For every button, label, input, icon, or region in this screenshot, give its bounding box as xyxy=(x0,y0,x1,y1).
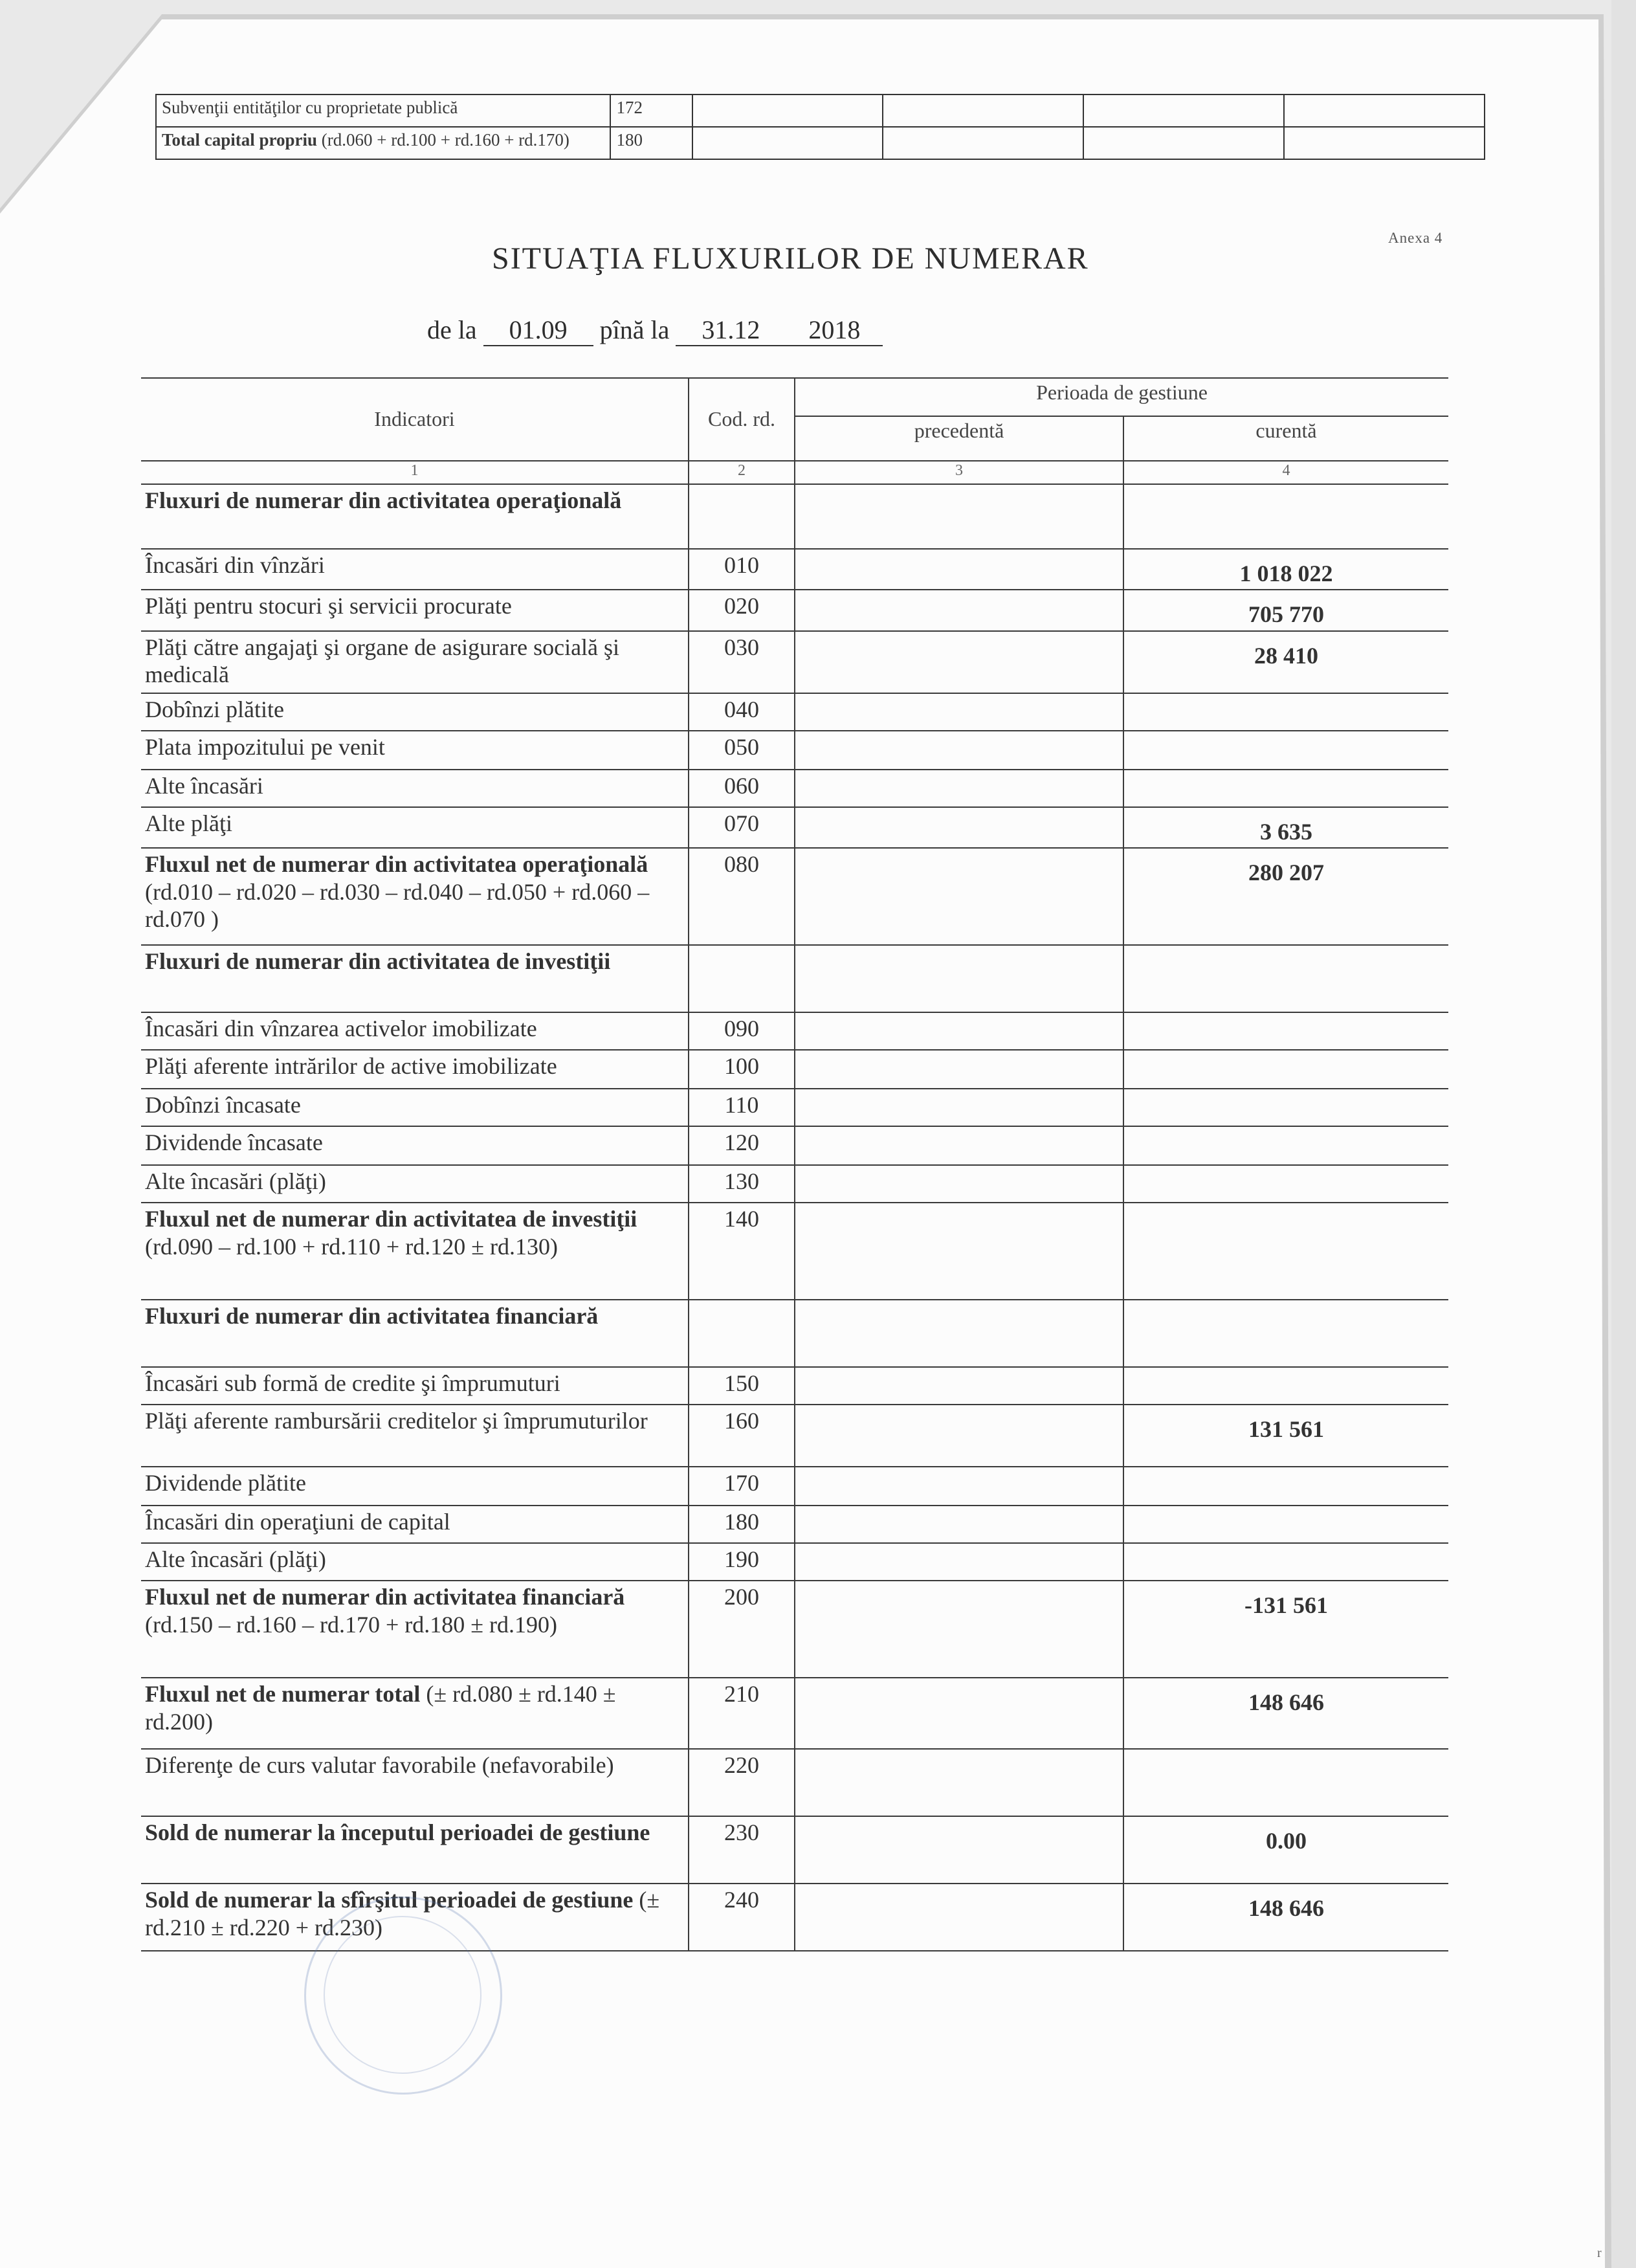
row-label-text: Plăţi către angajaţi şi organe de asigurare socială şi medicală xyxy=(145,634,620,688)
table-row xyxy=(141,1678,1448,1749)
header-current: curentă xyxy=(1123,416,1448,461)
row-label-text: Fluxul net de numerar din activitatea operaţională xyxy=(145,851,648,878)
row-code: 130 xyxy=(689,1165,795,1203)
row-label-text: Alte încasări (plăţi) xyxy=(145,1546,326,1573)
row-label xyxy=(141,590,689,630)
annex-label: Anexa 4 xyxy=(1388,230,1443,246)
row-code: 170 xyxy=(689,1467,795,1506)
row-code xyxy=(689,945,795,1012)
row-label-text: Încasări din vînzarea activelor imobilizate xyxy=(145,1016,537,1042)
row-label-text: Dividende încasate xyxy=(145,1129,323,1156)
row-current-value: 0.00 xyxy=(1123,1816,1448,1884)
table-row xyxy=(141,1467,1448,1506)
round-stamp-inner xyxy=(324,1916,481,2074)
row-previous-value xyxy=(795,1405,1123,1467)
column-number: 2 xyxy=(689,461,795,484)
row-code xyxy=(689,484,795,549)
row-current-value xyxy=(1123,1203,1448,1300)
row-label-text: Încasări din operaţiuni de capital xyxy=(145,1509,450,1535)
header-code: Cod. rd. xyxy=(689,378,795,461)
row-code: 040 xyxy=(689,693,795,731)
row-label xyxy=(141,1165,689,1203)
row-code: 190 xyxy=(689,1543,795,1581)
row-current-value: 1 018 022 xyxy=(1123,549,1448,590)
row-formula: (rd.010 – rd.020 – rd.030 – rd.040 – rd.050 + rd.060 – rd.070 ) xyxy=(145,878,650,933)
row-previous-value xyxy=(795,1367,1123,1405)
row-label xyxy=(141,770,689,807)
row-code: 160 xyxy=(689,1405,795,1467)
row-previous-value xyxy=(795,484,1123,549)
row-current-value xyxy=(1123,770,1448,807)
row-current-value: 28 410 xyxy=(1123,631,1448,693)
row-code xyxy=(689,1300,795,1367)
row-label-text: Plăţi aferente rambursării creditelor şi împrumuturilor xyxy=(145,1408,648,1434)
period-to-date: 31.12 xyxy=(676,315,786,346)
column-number: 3 xyxy=(795,461,1123,484)
header-previous: precedentă xyxy=(795,416,1123,461)
row-label xyxy=(141,1678,689,1749)
table-row xyxy=(141,945,1448,1012)
table-row xyxy=(141,731,1448,770)
table-row xyxy=(141,693,1448,731)
row-label xyxy=(141,549,689,590)
row-label-text: Încasări sub formă de credite şi împrumuturi xyxy=(145,1370,560,1397)
column-numbers-row xyxy=(141,461,1448,484)
table-row xyxy=(141,807,1448,848)
row-code: 180 xyxy=(689,1506,795,1543)
row-current-value: 280 207 xyxy=(1123,848,1448,945)
table-row xyxy=(141,1126,1448,1165)
row-formula: (± rd.210 ± rd.220 + rd.230) xyxy=(145,1887,660,1940)
row-previous-value xyxy=(795,1884,1123,1951)
row-label-text: Plata impozitului pe venit xyxy=(145,733,385,760)
row-label-text: Alte încasări (plăţi) xyxy=(145,1168,326,1195)
row-previous-value xyxy=(795,770,1123,807)
row-previous-value xyxy=(795,1506,1123,1543)
row-label-text: Diferenţe de curs valutar favorabile (nefavorabile) xyxy=(145,1752,614,1779)
row-previous-value xyxy=(795,1467,1123,1506)
row-label xyxy=(141,693,689,731)
row-code: 080 xyxy=(689,848,795,945)
row-label-text: Dobînzi plătite xyxy=(145,696,284,722)
row-label xyxy=(141,631,689,693)
table-cell xyxy=(692,94,883,127)
row-current-value xyxy=(1123,1300,1448,1367)
row-previous-value xyxy=(795,1678,1123,1749)
table-row xyxy=(141,1506,1448,1543)
row-previous-value xyxy=(795,731,1123,770)
row-label-text: Plăţi pentru stocuri şi servicii procurate xyxy=(145,593,512,619)
table-row xyxy=(141,1367,1448,1405)
row-code: 120 xyxy=(689,1126,795,1165)
row-label xyxy=(141,1506,689,1543)
row-current-value: 705 770 xyxy=(1123,590,1448,630)
row-current-value xyxy=(1123,1165,1448,1203)
row-code: 180 xyxy=(610,127,692,159)
row-current-value xyxy=(1123,1543,1448,1581)
table-row xyxy=(141,1165,1448,1203)
row-label-text: Fluxuri de numerar din activitatea de investiţii xyxy=(145,948,611,975)
row-label xyxy=(141,1050,689,1089)
row-current-value xyxy=(1123,1012,1448,1050)
row-code: 230 xyxy=(689,1816,795,1884)
row-code: 150 xyxy=(689,1367,795,1405)
period-year: 2018 xyxy=(786,315,883,346)
table-row xyxy=(141,484,1448,549)
row-previous-value xyxy=(795,1165,1123,1203)
row-previous-value xyxy=(795,1203,1123,1300)
row-label-text: Sold de numerar la sfîrşitul perioadei de gestiune xyxy=(145,1887,634,1913)
row-code: 200 xyxy=(689,1581,795,1678)
capital-table-fragment xyxy=(155,94,1485,160)
row-current-value xyxy=(1123,945,1448,1012)
row-code: 220 xyxy=(689,1749,795,1816)
table-row xyxy=(141,1050,1448,1089)
row-previous-value xyxy=(795,1012,1123,1050)
row-code: 172 xyxy=(610,94,692,127)
row-current-value: 3 635 xyxy=(1123,807,1448,848)
row-label-bold: Total capital propriu xyxy=(162,130,318,150)
row-current-value: 131 561 xyxy=(1123,1405,1448,1467)
row-code: 030 xyxy=(689,631,795,693)
column-number: 4 xyxy=(1123,461,1448,484)
header-row xyxy=(141,378,1448,416)
table-row xyxy=(141,1089,1448,1126)
table-cell xyxy=(1284,127,1485,159)
row-previous-value xyxy=(795,549,1123,590)
column-number: 1 xyxy=(141,461,689,484)
row-current-value xyxy=(1123,1050,1448,1089)
table-row xyxy=(141,631,1448,693)
row-label-text: Plăţi aferente intrărilor de active imobilizate xyxy=(145,1053,557,1080)
table-row xyxy=(141,1405,1448,1467)
row-label xyxy=(141,1300,689,1367)
row-label xyxy=(141,848,689,945)
row-previous-value xyxy=(795,693,1123,731)
row-label-text: Încasări din vînzări xyxy=(145,552,325,578)
row-previous-value xyxy=(795,945,1123,1012)
row-label-text: Sold de numerar la începutul perioadei de gestiune xyxy=(145,1819,650,1846)
table-row xyxy=(141,1203,1448,1300)
row-current-value: -131 561 xyxy=(1123,1581,1448,1678)
reporting-period xyxy=(427,315,883,346)
row-code: 060 xyxy=(689,770,795,807)
row-label xyxy=(141,945,689,1012)
row-label-text: Fluxuri de numerar din activitatea operaţională xyxy=(145,487,622,513)
row-current-value xyxy=(1123,693,1448,731)
row-previous-value xyxy=(795,590,1123,630)
row-previous-value xyxy=(795,1300,1123,1367)
row-label xyxy=(141,1816,689,1884)
row-current-value xyxy=(1123,1749,1448,1816)
table-cell xyxy=(692,127,883,159)
row-previous-value xyxy=(795,807,1123,848)
table-row xyxy=(141,1749,1448,1816)
table-row xyxy=(141,1581,1448,1678)
row-previous-value xyxy=(795,1089,1123,1126)
row-formula: (rd.150 – rd.160 – rd.170 + rd.180 ± rd.190) xyxy=(145,1611,557,1638)
row-label-text: Fluxul net de numerar din activitatea de investiţii xyxy=(145,1206,637,1232)
table-row xyxy=(156,94,1485,127)
table-cell xyxy=(1284,94,1485,127)
table-row xyxy=(156,127,1485,159)
period-from-prefix: de la xyxy=(427,315,477,344)
row-current-value xyxy=(1123,1467,1448,1506)
row-previous-value xyxy=(795,1543,1123,1581)
row-label-text: Fluxuri de numerar din activitatea financiară xyxy=(145,1303,599,1329)
row-code: 010 xyxy=(689,549,795,590)
table-row xyxy=(141,1012,1448,1050)
table-row xyxy=(141,1543,1448,1581)
table-cell xyxy=(1083,94,1284,127)
row-label xyxy=(141,1012,689,1050)
row-label xyxy=(141,807,689,848)
row-label xyxy=(141,1467,689,1506)
document-title: SITUAŢIA FLUXURILOR DE NUMERAR xyxy=(492,241,1089,276)
table-cell xyxy=(883,127,1083,159)
row-label xyxy=(156,127,610,159)
row-label xyxy=(141,1367,689,1405)
row-previous-value xyxy=(795,1816,1123,1884)
table-row xyxy=(141,770,1448,807)
row-code: 100 xyxy=(689,1050,795,1089)
row-previous-value xyxy=(795,848,1123,945)
table-row xyxy=(141,590,1448,630)
row-current-value xyxy=(1123,1089,1448,1126)
period-to-prefix: pînă la xyxy=(599,315,670,344)
row-current-value xyxy=(1123,731,1448,770)
row-current-value xyxy=(1123,1506,1448,1543)
row-code: 140 xyxy=(689,1203,795,1300)
row-label-text: Alte plăţi xyxy=(145,810,232,836)
row-current-value: 148 646 xyxy=(1123,1884,1448,1951)
row-code: 240 xyxy=(689,1884,795,1951)
row-current-value xyxy=(1123,1367,1448,1405)
scan-edge xyxy=(1611,0,1636,2268)
row-previous-value xyxy=(795,1581,1123,1678)
header-indicators: Indicatori xyxy=(141,378,689,461)
row-label: Subvenţii entităţilor cu proprietate publică xyxy=(156,94,610,127)
row-label-text: Alte încasări xyxy=(145,772,263,799)
row-current-value: 148 646 xyxy=(1123,1678,1448,1749)
row-code: 210 xyxy=(689,1678,795,1749)
row-previous-value xyxy=(795,631,1123,693)
row-label xyxy=(141,1126,689,1165)
row-label xyxy=(141,1581,689,1678)
row-label-text: Dividende plătite xyxy=(145,1470,306,1496)
row-previous-value xyxy=(795,1050,1123,1089)
table-row xyxy=(141,1816,1448,1884)
table-row xyxy=(141,1300,1448,1367)
row-label xyxy=(141,731,689,770)
row-code: 110 xyxy=(689,1089,795,1126)
header-period: Perioada de gestiune xyxy=(795,378,1448,416)
table-row xyxy=(141,549,1448,590)
row-previous-value xyxy=(795,1749,1123,1816)
row-formula: (rd.060 + rd.100 + rd.160 + rd.170) xyxy=(317,130,569,150)
row-code: 070 xyxy=(689,807,795,848)
row-code: 020 xyxy=(689,590,795,630)
cash-flow-table xyxy=(141,377,1448,1951)
table-cell xyxy=(1083,127,1284,159)
row-label xyxy=(141,1203,689,1300)
row-label xyxy=(141,484,689,549)
table-row xyxy=(141,848,1448,945)
row-label xyxy=(141,1749,689,1816)
row-current-value xyxy=(1123,484,1448,549)
row-label xyxy=(141,1405,689,1467)
row-label xyxy=(141,1543,689,1581)
row-code: 090 xyxy=(689,1012,795,1050)
row-label xyxy=(141,1089,689,1126)
row-label-text: Fluxul net de numerar total xyxy=(145,1681,421,1707)
row-label-text: Fluxul net de numerar din activitatea financiară xyxy=(145,1584,625,1610)
row-label-text: Dobînzi încasate xyxy=(145,1092,301,1118)
row-formula: (± rd.080 ± rd.140 ± rd.200) xyxy=(145,1681,616,1735)
row-current-value xyxy=(1123,1126,1448,1165)
period-from-date: 01.09 xyxy=(483,315,593,346)
row-previous-value xyxy=(795,1126,1123,1165)
row-code: 050 xyxy=(689,731,795,770)
scan-mark: r xyxy=(1597,2246,1602,2260)
row-formula: (rd.090 – rd.100 + rd.110 + rd.120 ± rd.130) xyxy=(145,1233,558,1260)
table-cell xyxy=(883,94,1083,127)
